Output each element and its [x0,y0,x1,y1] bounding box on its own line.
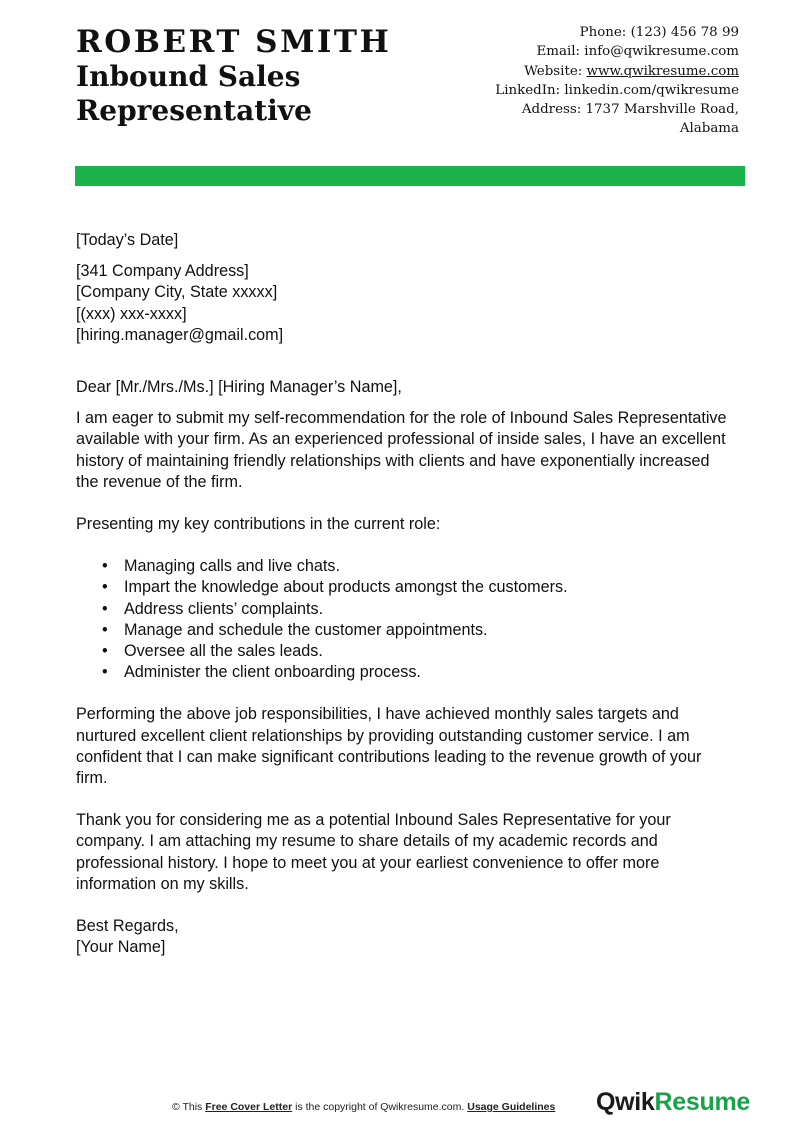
bullet-glyph: • [102,620,108,639]
footer [0,1088,800,1128]
thank-you-paragraph: Thank you for considering me as a potential Inbound Sales Representative for your company. I am attaching my resume to share details of my academic records and professional history. I hope to meet you at your earliest convenience to offer more information on my skills. [76,811,671,893]
list-item: • Managing calls and live chats. [76,556,736,577]
list-item: • Impart the knowledge about products amongst the customers. [76,577,736,598]
recipient-block [76,261,736,346]
recipient-address: [341 Company Address] [76,262,249,281]
usage-guidelines-link[interactable]: Usage Guidelines [467,1101,556,1113]
list-item: • Administer the client onboarding process. [76,662,736,683]
contact-phone: Phone: (123) 456 78 99 [579,25,739,40]
contact-address-line2: Alabama [679,121,739,137]
qwikresume-logo[interactable]: QwikResume [596,1088,751,1116]
intro-paragraph: I am eager to submit my self-recommendation for the role of Inbound Sales Representative available with your firm. As an experienced professional of inside sales, I have an excellent history of maintaining friendly relationships with clients and have exponentially increased the revenue of the firm. [76,409,727,491]
signature: [Your Name] [76,938,166,957]
website-link[interactable]: www.qwikresume.com [586,63,739,79]
contact-email: Email: info@qwikresume.com [536,44,739,60]
letter-date: [Today’s Date] [76,231,179,249]
free-cover-letter-link[interactable]: Free Cover Letter [205,1101,293,1113]
salutation: Dear [Mr./Mrs./Ms.] [Hiring Manager’s Name], [76,378,402,397]
letter-body [76,230,736,958]
website-label: Website: [524,63,587,79]
performance-paragraph: Performing the above job responsibilities, I have achieved monthly sales targets and nurtured excellent client relationships by providing outstanding customer service. I am confident that I can make significant contributions leading to the revenue growth of your firm. [76,705,702,788]
applicant-name: ROBERT SMITH [76,24,392,60]
copyright-note: © This Free Cover Letter is the copyright of Qwikresume.com. Usage Guidelines [172,1101,556,1113]
recipient-city-state: [Company City, State xxxxx] [76,283,278,302]
contributions-intro: Presenting my key contributions in the current role: [76,515,441,534]
contact-linkedin: LinkedIn: linkedin.com/qwikresume [495,82,739,98]
list-item: • Manage and schedule the customer appointments. [76,620,736,641]
recipient-email: [hiring.manager@gmail.com] [76,325,284,344]
contact-block [439,23,739,139]
bullet-glyph: • [102,663,108,682]
accent-divider-bar [75,166,745,186]
contact-address-line1: Address: 1737 Marshville Road, [521,102,739,118]
contributions-list [76,556,736,683]
closing: Best Regards, [76,917,179,936]
contact-website [439,62,739,81]
job-title: Inbound Sales Representative [76,60,312,127]
bullet-glyph: • [102,557,108,576]
bullet-glyph: • [102,642,108,661]
header-identity [76,24,391,128]
recipient-phone: [(xxx) xxx-xxxx] [76,304,187,323]
list-item: • Oversee all the sales leads. [76,641,736,662]
list-item: • Address clients’ complaints. [76,599,736,620]
bullet-glyph: • [102,599,108,618]
bullet-glyph: • [102,578,108,597]
